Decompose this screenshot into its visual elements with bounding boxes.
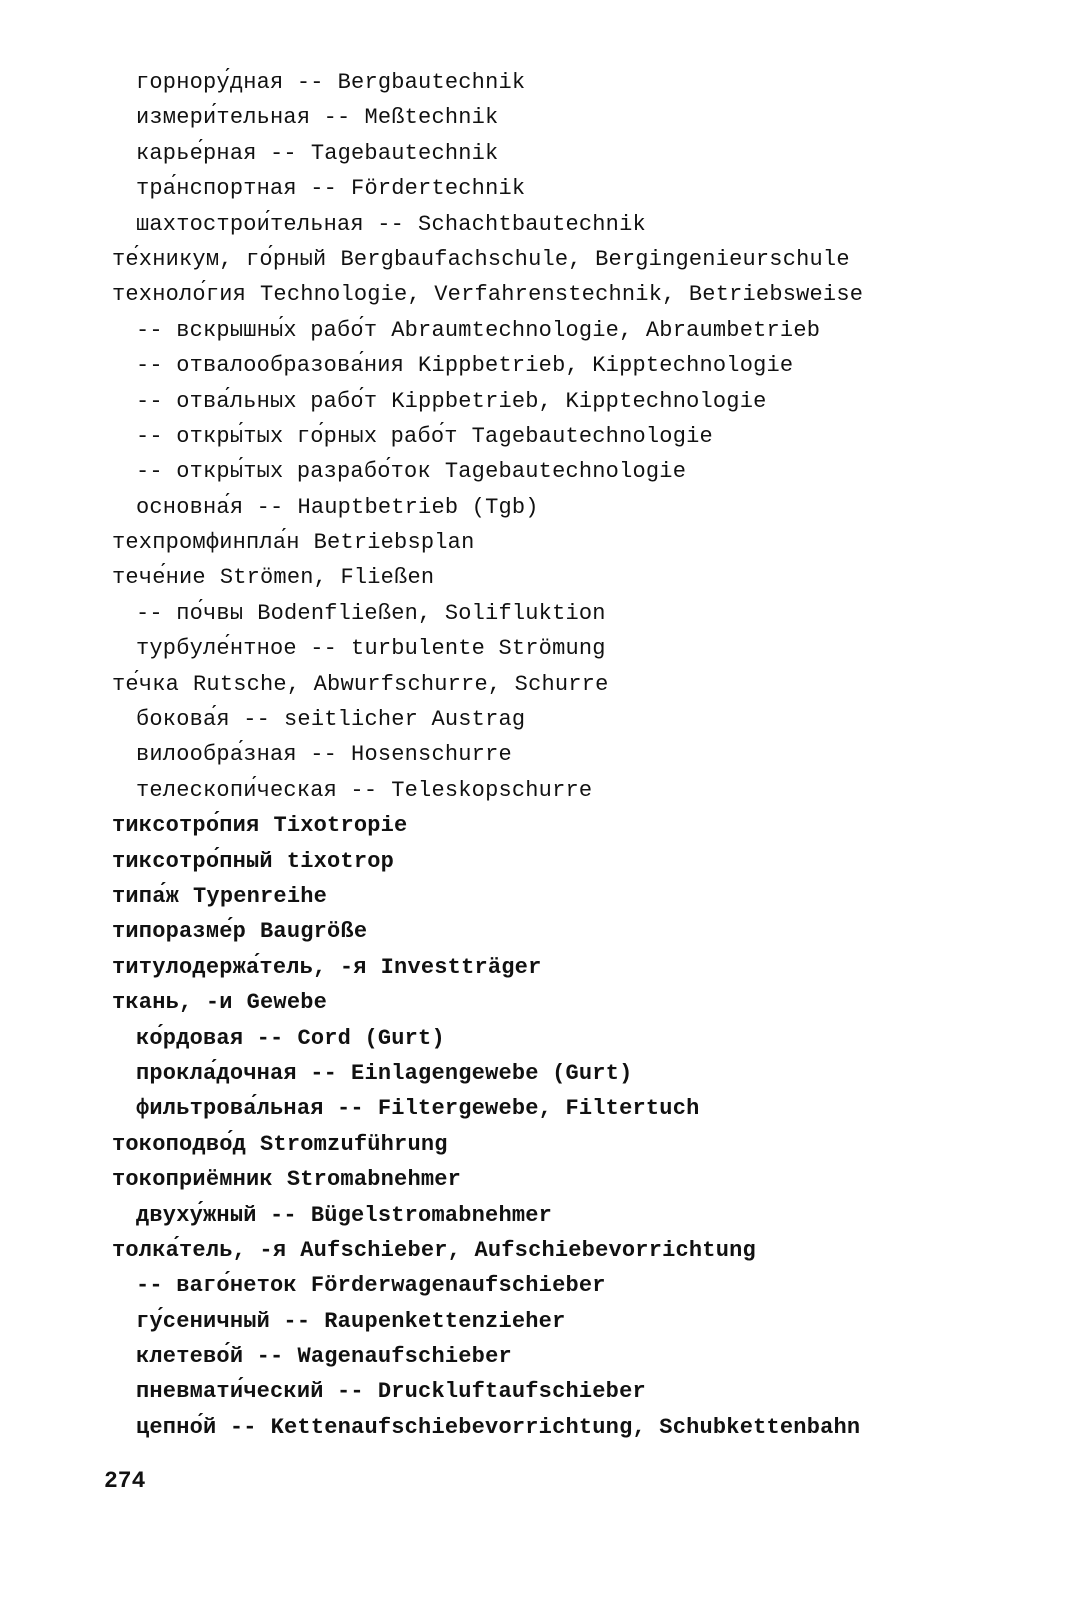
entry-term: токоподво́д — [112, 1131, 247, 1157]
headword-entry — [112, 525, 1012, 560]
entry-translation: Kippbetrieb, Kipptechnologie — [391, 388, 767, 414]
entry-term: толка́тель, -я — [112, 1237, 287, 1263]
entry-translation: Teleskopschurre — [391, 777, 593, 803]
entry-term: -- отва́льных рабо́т — [136, 388, 378, 414]
entry-term: основна́я -- — [136, 494, 284, 520]
entry-translation: Schachtbautechnik — [418, 211, 646, 237]
entry-term: двуху́жный -- — [136, 1202, 297, 1228]
headword-entry — [112, 242, 1012, 277]
subentry — [112, 737, 1012, 772]
subentry — [112, 419, 1012, 454]
subentry — [112, 1339, 1012, 1374]
entry-translation: Filtergewebe, Filtertuch — [377, 1096, 700, 1122]
subentry — [112, 773, 1012, 808]
page-number: 274 — [104, 1468, 146, 1494]
subentry — [112, 702, 1012, 737]
subentry — [112, 1374, 1012, 1409]
headword-entry — [112, 1162, 1012, 1197]
subentry — [112, 136, 1012, 171]
entry-translation: Bodenfließen, Solifluktion — [257, 600, 606, 626]
entry-term: пневмати́ческий -- — [136, 1379, 364, 1405]
entry-term: фильтрова́льная -- — [136, 1096, 364, 1122]
entry-translation: Kippbetrieb, Kipptechnologie — [418, 353, 794, 379]
entry-term: -- откры́тых го́рных рабо́т — [136, 423, 458, 449]
entry-translation: Bergbautechnik — [337, 70, 526, 95]
entry-translation: Wagenaufschieber — [297, 1344, 512, 1370]
subentry — [112, 65, 1012, 100]
subentry — [112, 454, 1012, 489]
entry-term: измери́тельная -- — [136, 105, 351, 131]
entry-translation: Raupenkettenzieher — [324, 1308, 566, 1334]
entry-translation: Meßtechnik — [364, 105, 499, 131]
entry-term: тиксотро́пный — [112, 848, 273, 874]
entry-term: телескопи́ческая -- — [136, 777, 378, 803]
headword-entry — [112, 950, 1012, 985]
entry-term: -- откры́тых разрабо́ток — [136, 459, 431, 485]
entry-translation: Bügelstromabnehmer — [310, 1202, 553, 1228]
entry-translation: Tagebautechnik — [310, 140, 499, 166]
entry-term: токоприёмник — [112, 1167, 273, 1193]
headword-entry — [112, 985, 1012, 1020]
entry-translation: Investträger — [380, 954, 542, 980]
entry-translation: Stromzuführung — [260, 1131, 448, 1157]
subentry — [112, 1198, 1012, 1233]
entry-translation: Strömen, Fließen — [219, 565, 435, 591]
headword-entry — [112, 914, 1012, 949]
entry-term: гу́сеничный -- — [136, 1308, 311, 1334]
entry-term: цепно́й -- — [136, 1414, 257, 1440]
entry-translation: Aufschieber, Aufschiebevorrichtung — [300, 1237, 756, 1263]
entry-translation: Bergbaufachschule, Bergingenieurschule — [340, 246, 850, 272]
entry-translation: Rutsche, Abwurfschurre, Schurre — [193, 671, 609, 697]
subentry — [112, 100, 1012, 135]
entry-term: карье́рная -- — [136, 140, 297, 166]
entry-translation: turbulente Strömung — [351, 636, 606, 662]
entry-translation: Hosenschurre — [351, 742, 512, 768]
headword-entry — [112, 808, 1012, 843]
subentry — [112, 596, 1012, 631]
subentry — [112, 384, 1012, 419]
entry-translation: Einlagengewebe (Gurt) — [351, 1060, 633, 1086]
entry-term: те́хникум, го́рный — [112, 246, 327, 272]
entry-term: типа́ж — [112, 883, 180, 909]
entry-translation: Tixotropie — [273, 813, 408, 839]
entry-term: бокова́я -- — [136, 707, 271, 733]
entry-term: тиксотро́пия — [112, 813, 260, 839]
entry-translation: Baugröße — [260, 919, 368, 945]
entry-translation: Druckluftaufschieber — [377, 1379, 646, 1405]
subentry — [112, 1021, 1012, 1056]
entry-term: горнору́дная -- — [136, 70, 324, 95]
subentry — [112, 1091, 1012, 1126]
headword-entry — [112, 1233, 1012, 1268]
subentry — [112, 171, 1012, 206]
entry-translation: Typenreihe — [193, 883, 328, 909]
headword-entry — [112, 560, 1012, 595]
entry-translation: Stromabnehmer — [286, 1167, 462, 1193]
headword-entry — [112, 667, 1012, 702]
entry-term: ко́рдовая -- — [136, 1025, 284, 1051]
entry-translation: Abraumtechnologie, Abraumbetrieb — [391, 317, 821, 343]
subentry — [112, 490, 1012, 525]
entry-translation: Förderwagenaufschieber — [310, 1273, 606, 1299]
entry-translation: Technologie, Verfahrenstechnik, Betriebsweise — [260, 282, 864, 308]
headword-entry — [112, 844, 1012, 879]
subentry — [112, 1304, 1012, 1339]
subentry — [112, 348, 1012, 383]
entry-term: -- вскрышны́х рабо́т — [136, 317, 378, 343]
entry-term: техпромфинпла́н — [112, 530, 300, 556]
entry-translation: Cord (Gurt) — [297, 1025, 445, 1051]
subentry — [112, 1056, 1012, 1091]
subentry — [112, 207, 1012, 242]
subentry — [112, 1268, 1012, 1303]
entry-term: -- ваго́неток — [136, 1273, 297, 1299]
headword-entry — [112, 277, 1012, 312]
entry-term: турбуле́нтное -- — [136, 636, 338, 662]
subentry — [112, 1410, 1012, 1445]
entry-term: прокла́дочная -- — [136, 1060, 338, 1086]
entry-translation: seitlicher Austrag — [284, 707, 526, 733]
entry-term: -- отвалообразова́ния — [136, 353, 405, 379]
entry-term: техноло́гия — [112, 282, 247, 308]
entry-translation: Kettenaufschiebevorrichtung, Schubkettenbahn — [270, 1414, 861, 1440]
entry-list — [112, 65, 1012, 1445]
entry-translation: Gewebe — [246, 990, 328, 1016]
entry-term: ткань, -и — [112, 990, 233, 1016]
entry-translation: Tagebautechnologie — [471, 423, 713, 449]
entry-term: тра́нспортная -- — [136, 176, 338, 202]
entry-term: шахтострои́тельная -- — [136, 211, 405, 237]
entry-term: -- по́чвы — [136, 600, 244, 626]
headword-entry — [112, 1127, 1012, 1162]
entry-term: вилообра́зная -- — [136, 742, 338, 768]
subentry — [112, 631, 1012, 666]
entry-term: типоразме́р — [112, 919, 247, 945]
entry-translation: tixotrop — [286, 848, 395, 874]
entry-translation: Fördertechnik — [351, 176, 526, 202]
entry-translation: Hauptbetrieb (Tgb) — [297, 494, 539, 520]
entry-term: те́чка — [112, 671, 180, 697]
headword-entry — [112, 879, 1012, 914]
subentry — [112, 313, 1012, 348]
entry-translation: Tagebautechnologie — [444, 459, 687, 485]
entry-term: титулодержа́тель, -я — [112, 954, 367, 980]
entry-term: клетево́й -- — [136, 1344, 284, 1370]
entry-term: тече́ние — [112, 565, 206, 591]
entry-translation: Betriebsplan — [313, 530, 475, 556]
